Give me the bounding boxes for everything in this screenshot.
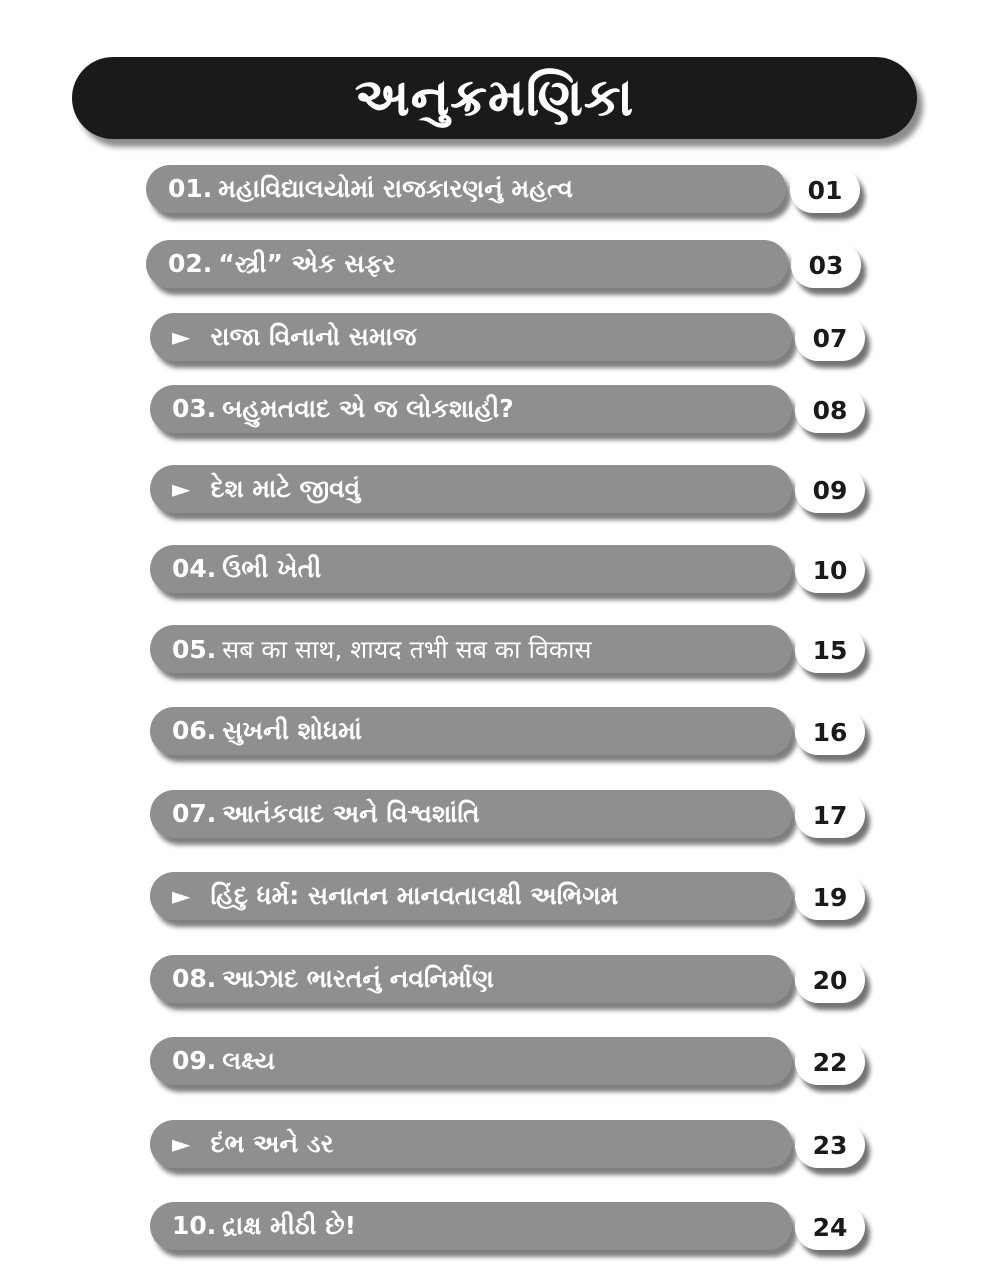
toc-row[interactable]: [0, 955, 989, 1005]
toc-page-number[interactable]: 10: [795, 547, 865, 593]
toc-title-pill[interactable]: [146, 165, 786, 213]
toc-page-number[interactable]: 01: [790, 167, 860, 213]
toc-entry-label: 08. આઝાદ ભારતનું નવનિર્માણ: [172, 964, 494, 993]
page-title: અનુક્રમણિકા: [354, 67, 635, 128]
toc-title-pill[interactable]: [150, 625, 792, 673]
toc-row[interactable]: [0, 790, 989, 840]
toc-title-pill[interactable]: [150, 545, 792, 593]
toc-title-pill[interactable]: [150, 465, 792, 513]
triangle-bullet-icon: ►: [172, 323, 191, 351]
toc-page-number[interactable]: 17: [795, 792, 865, 838]
toc-entry-label: 10. દ્રાક્ષ મીઠી છે!: [172, 1211, 356, 1240]
toc-entry-label: 06. સુખની શોધમાં: [172, 716, 362, 745]
toc-title-pill[interactable]: [150, 313, 792, 361]
toc-row[interactable]: [0, 1120, 989, 1170]
toc-page-number[interactable]: 19: [795, 874, 865, 920]
toc-entry-label: ► દેશ માટે જીવવું: [172, 474, 361, 503]
toc-entry-label: 07. આતંકવાદ અને વિશ્વશાંતિ: [172, 799, 480, 828]
toc-row[interactable]: [0, 545, 989, 595]
toc-entry-label: 02. “સ્ત્રી” એક સફર: [168, 249, 396, 278]
toc-row[interactable]: [0, 313, 989, 363]
toc-entry-label: ► રાજા વિનાનો સમાજ: [172, 322, 417, 351]
triangle-bullet-icon: ►: [172, 1130, 191, 1158]
toc-title-pill[interactable]: [150, 707, 792, 755]
toc-page-number[interactable]: 23: [795, 1122, 865, 1168]
toc-entry-label: 04. ઉભી ખેતી: [172, 554, 322, 583]
toc-page-number[interactable]: 07: [795, 315, 865, 361]
triangle-bullet-icon: ►: [172, 475, 191, 503]
toc-entry-label: 03. બહુમતવાદ એ જ લોકશાહી?: [172, 394, 514, 423]
toc-page-number[interactable]: 16: [795, 709, 865, 755]
toc-row[interactable]: [0, 707, 989, 757]
toc-row[interactable]: [0, 165, 989, 215]
triangle-bullet-icon: ►: [172, 882, 191, 910]
toc-row[interactable]: [0, 385, 989, 435]
toc-title-pill[interactable]: [150, 1202, 792, 1250]
toc-title-pill[interactable]: [150, 385, 792, 433]
toc-title-pill[interactable]: [150, 955, 792, 1003]
toc-row[interactable]: [0, 625, 989, 675]
toc-row[interactable]: [0, 465, 989, 515]
toc-page-number[interactable]: 20: [795, 957, 865, 1003]
toc-entry-label: 01. મહાવિદ્યાલયોમાં રાજકારણનું મહત્વ: [168, 174, 574, 203]
toc-title-pill[interactable]: [150, 872, 792, 920]
toc-title-pill[interactable]: [150, 1037, 792, 1085]
toc-title-pill[interactable]: [146, 240, 788, 288]
toc-page-number[interactable]: 15: [795, 627, 865, 673]
toc-entry-label: ► દંભ અને ડર: [172, 1129, 334, 1158]
toc-entry-label: 09. લક્ષ્ય: [172, 1046, 275, 1075]
toc-page-number[interactable]: 03: [791, 242, 861, 288]
toc-entry-label: 05. सब का साथ, शायद तभी सब का विकास: [172, 635, 592, 664]
toc-row[interactable]: [0, 240, 989, 290]
toc-page-number[interactable]: 09: [795, 467, 865, 513]
toc-page-number[interactable]: 08: [795, 387, 865, 433]
toc-page-number[interactable]: 24: [795, 1204, 865, 1250]
toc-row[interactable]: [0, 1202, 989, 1252]
toc-page-number[interactable]: 22: [795, 1039, 865, 1085]
toc-title-pill[interactable]: [150, 790, 792, 838]
toc-row[interactable]: [0, 872, 989, 922]
toc-entry-label: ► હિંદુ ધર્મ: સનાતન માનવતાલક્ષી અભિગમ: [172, 881, 619, 910]
toc-title-pill[interactable]: [150, 1120, 792, 1168]
toc-row[interactable]: [0, 1037, 989, 1087]
